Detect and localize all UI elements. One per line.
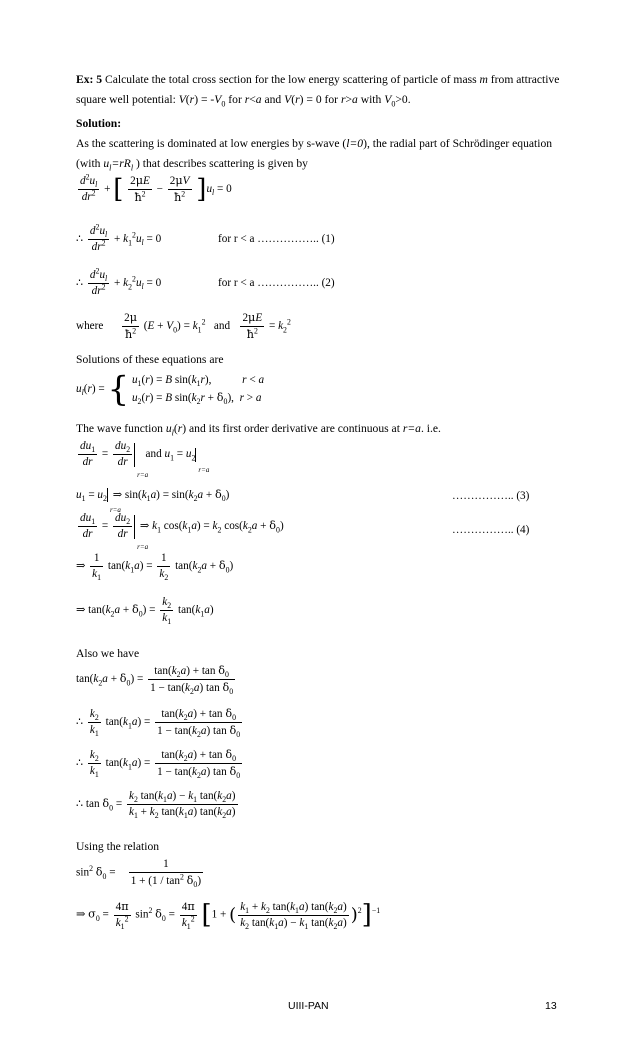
radial-equation: $\frac{d^2u_l}{dr^2}$ + [ $\frac{2\mu E}{ħ^2}$ − $\frac{2\mu V}{ħ^2}$ ]$u_l = 0$ (80, 172, 232, 205)
wave-number-definitions: where $\frac{2\mu}{ħ^2}$ $(E + V_0) = k_1^2$ and $\frac{2\mu E}{ħ^2}$ = $k_2^2$ (76, 311, 291, 341)
intro-paragraph: As the scattering is dominated at low energies by s-wave (l=0), the radial part of Schrödinger equation (with $u_l=rR_l$ ) that describes scattering is given by (76, 137, 553, 173)
equation-4: $\frac{du_1}{dr}$ = $\frac{du_2}{dr}$ r=a ⇒ $k_1$ $\cos(k_1a) = k_2$ $\cos(k_2a + \delta_0)$ (80, 512, 284, 551)
tangent-shift: ⇒ $\tan(k_2a + \delta_0)$ = $\frac{k_2}{k_1}$ $\tan(k_1a)$ (76, 596, 214, 627)
cross-section-result: ⇒ $\sigma_0$ = $\frac{4\pi}{k_1^2}$ $\sin^2 \delta_0$ = $\frac{4\pi}{k_1^2}$ [1 + ( $\frac{k_1 + k_2 \tan(k_1a) \tan(k_2a)}{k_2 \tan(k_1a) - k_1 \tan(k_2a)}$ )$^2$]$^{-1}$ (76, 900, 381, 932)
solutions-text: Solutions of these equations are (76, 353, 224, 366)
equation-4-tag: …………….. (4) (452, 524, 530, 536)
problem-statement: Ex: 5 Calculate the total cross section for the low energy scattering of particle of mass m from attractive square well potential: $V(r) = -V_0$ for r<a and V(r) = 0 for r>a with $V_0>0$. (76, 73, 560, 109)
condition-1: for r < a …………….. (1) (218, 233, 335, 245)
continuity-conditions: $\frac{du_1}{dr}$ = $\frac{du_2}{dr}$ r=a and $u_1 = u_2$ r=a (80, 440, 210, 479)
equation-3: $u_1 = u_2$ r=a ⇒ $\sin(k_1a) = \sin(k_2a + \delta_0)$ (76, 488, 230, 515)
example-label: Ex: 5 (76, 73, 103, 86)
footer-label: UIII-PAN (288, 1000, 329, 1012)
equation-3-tag: …………….. (3) (452, 490, 530, 502)
tangent-equality-1: ∴ $\frac{k_2}{k_1}$ $\tan(k_1a)$ = $\frac{\tan(k_2a) + \tan \delta_0}{1 - \tan(k_2a) \tan \delta_0}$ (76, 707, 241, 740)
piecewise-solution: $u_l(r)$ = { $u_1(r) = B$ $\sin(k_1r)$, r < a $u_2(r) = B$ $\sin(k_2r + \delta_0)$, r > a (76, 369, 265, 410)
equation-2: ∴ $\frac{d^2u_l}{dr^2}$ + $k_2^2u_l = 0$ (76, 266, 162, 297)
equation-1: ∴ $\frac{d^2u_l}{dr^2}$ + $k_1^2u_l = 0$ (76, 222, 162, 253)
continuity-text: The wave function $u_l(r)$ and its first order derivative are continuous at r=a. i.e. (76, 422, 441, 438)
phase-shift-result: ∴ $\tan \delta_0$ = $\frac{k_2 \tan(k_1a) - k_1 \tan(k_2a)}{k_1 + k_2 \tan(k_1a) \tan(k_2a)}$ (76, 790, 236, 821)
tangent-ratio: ⇒ $\frac{1}{k_1}$ $\tan(k_1a)$ = $\frac{1}{k_2}$ $\tan(k_2a + \delta_0)$ (76, 552, 234, 583)
sine-squared-relation: $\sin^2 \delta_0$ = $\frac{1}{1 + (1 / \tan^2 \delta_0)}$ (76, 858, 202, 890)
page-number: 13 (545, 1000, 557, 1012)
also-text: Also we have (76, 647, 140, 660)
tangent-equality-2: ∴ $\frac{k_2}{k_1}$ $\tan(k_1a)$ = $\frac{\tan(k_2a) + \tan \delta_0}{1 - \tan(k_2a) \tan \delta_0}$ (76, 748, 241, 781)
tangent-addition: $\tan(k_2a + \delta_0)$ = $\frac{\tan(k_2a) + \tan \delta_0}{1 - \tan(k_2a) \tan \delta_0}$ (76, 664, 234, 697)
condition-2: for r < a …………….. (2) (218, 277, 335, 289)
solution-heading: Solution: (76, 117, 122, 130)
relation-text: Using the relation (76, 840, 160, 853)
